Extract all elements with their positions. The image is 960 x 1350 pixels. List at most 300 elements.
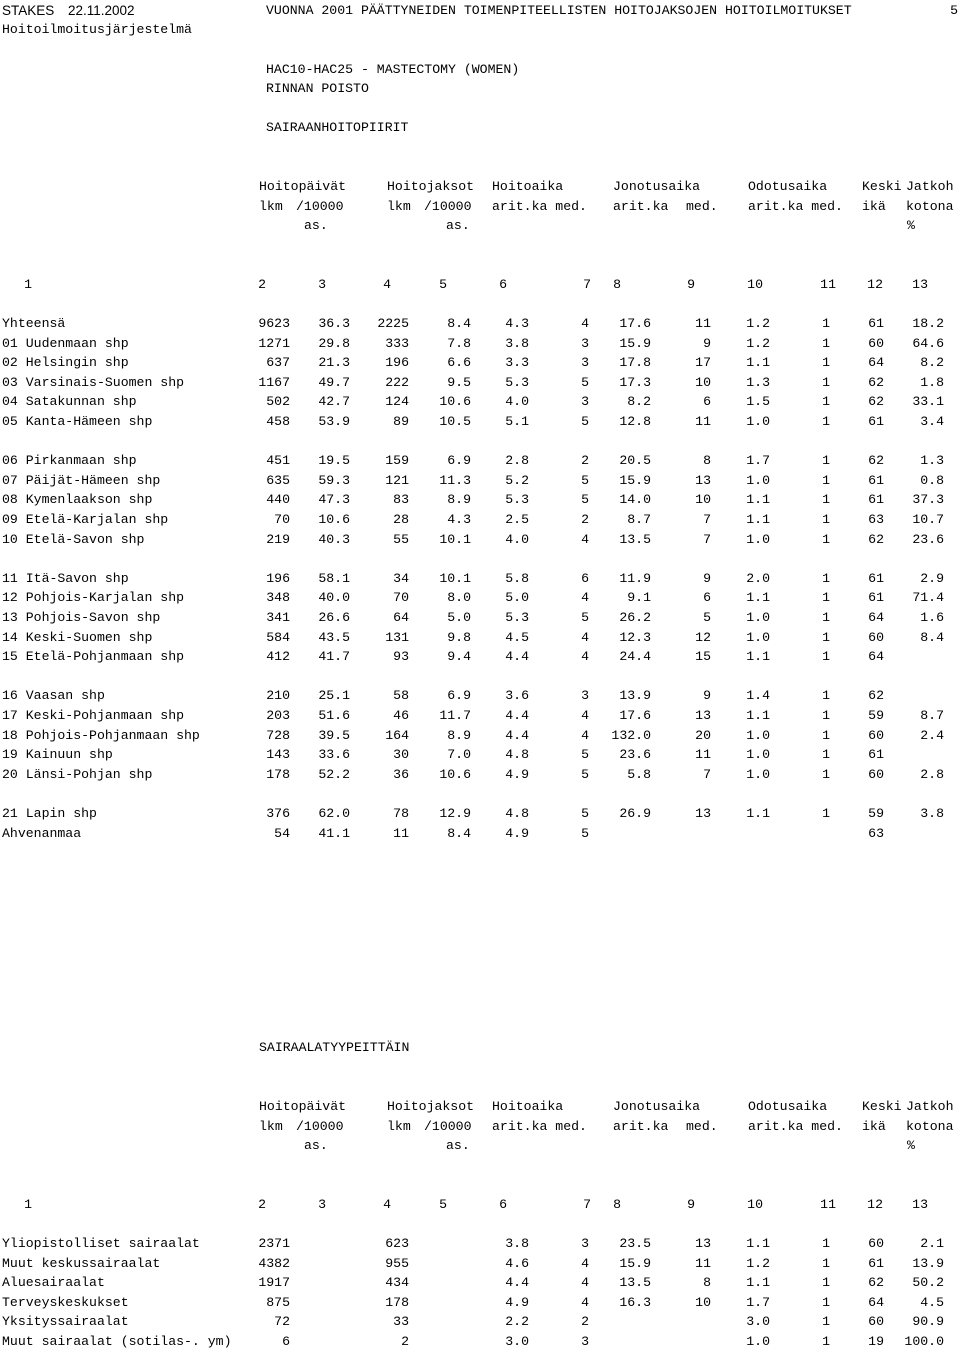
col-number: 8: [613, 277, 621, 292]
row-value: 3.6: [505, 688, 529, 704]
row-value: 875: [266, 1294, 290, 1310]
col-number: 5: [439, 277, 447, 292]
row-value: 62: [868, 688, 884, 704]
row-value: 3: [581, 1236, 589, 1251]
org-name: STAKES: [2, 3, 55, 18]
row-value: 62: [868, 531, 884, 547]
row-value: 20.5: [619, 453, 651, 469]
col-header-hoitojaksot: Hoitojaksot: [387, 179, 475, 194]
row-label: 10 Etelä-Savon shp: [2, 531, 145, 547]
row-value: 3: [581, 335, 589, 351]
row-value: 1: [822, 590, 830, 606]
row-value: 4: [581, 1275, 589, 1291]
row-value: 13.5: [619, 531, 651, 547]
row-value: 41.7: [318, 649, 350, 665]
col-number: 13: [912, 1197, 928, 1212]
col-header-od: arit.ka med.: [748, 198, 843, 214]
row-value: 64: [393, 610, 409, 625]
row-value: 15.9: [619, 1255, 651, 1271]
row-value: 143: [266, 747, 290, 763]
row-label: 06 Pirkanmaan shp: [2, 453, 137, 469]
row-value: 26.9: [619, 806, 651, 821]
row-value: 1: [822, 512, 830, 527]
row-value: 11: [695, 316, 711, 331]
row-value: 1.0: [746, 472, 770, 488]
section-title-hospital-types: SAIRAALATYYPEITTÄIN: [259, 1040, 410, 1055]
row-value: 61: [868, 414, 884, 429]
row-value: 10: [695, 492, 711, 508]
row-label: 15 Etelä-Pohjanmaan shp: [2, 649, 185, 665]
row-value: 124: [385, 394, 409, 410]
row-value: 28: [393, 512, 409, 527]
row-value: 17.6: [619, 316, 651, 331]
row-value: 10: [695, 374, 711, 390]
row-label: 20 Länsi-Pohjan shp: [2, 766, 153, 782]
row-label: Yksityssairaalat: [2, 1314, 129, 1330]
row-value: 2371: [258, 1236, 290, 1251]
row-value: 60: [868, 335, 884, 351]
col-header-jo_med: med.: [686, 198, 718, 214]
row-value: 61: [868, 472, 884, 488]
row-value: 12.9: [439, 806, 471, 821]
row-value: 93: [393, 649, 409, 665]
col-header-keski: Keski: [862, 179, 902, 194]
row-value: 25.1: [318, 688, 350, 704]
row-value: 89: [393, 414, 409, 429]
row-value: 1.7: [746, 1294, 770, 1310]
row-value: 61: [868, 590, 884, 606]
col-number: 2: [258, 1197, 266, 1212]
row-value: 70: [393, 590, 409, 606]
row-value: 9.5: [447, 374, 471, 390]
row-value: 3.8: [505, 335, 529, 351]
row-value: 623: [385, 1236, 409, 1251]
row-value: 637: [266, 355, 290, 371]
row-value: 219: [266, 531, 290, 547]
row-value: 1.7: [746, 453, 770, 469]
row-value: 10.6: [439, 394, 471, 410]
row-value: 11: [695, 414, 711, 429]
col-header-ha: arit.ka med.: [492, 1118, 587, 1134]
row-value: 1.0: [746, 414, 770, 429]
row-value: 1.1: [746, 512, 770, 527]
row-value: 10.5: [439, 414, 471, 429]
row-value: 90.9: [912, 1314, 944, 1330]
report-title: VUONNA 2001 PÄÄTTYNEIDEN TOIMENPITEELLISTEN HOITOJAKSOJEN HOITOILMOITUKSET: [266, 3, 852, 18]
col-number: 11: [820, 1197, 836, 1212]
row-value: 203: [266, 708, 290, 723]
row-value: 4.0: [505, 394, 529, 410]
row-value: 62: [868, 374, 884, 390]
row-value: 5: [581, 374, 589, 390]
row-value: 33: [393, 1314, 409, 1330]
row-value: 100.0: [904, 1334, 944, 1349]
row-value: 61: [868, 492, 884, 508]
row-value: 61: [868, 1255, 884, 1271]
row-value: 64.6: [912, 335, 944, 351]
row-value: 1.1: [746, 355, 770, 371]
row-value: 16.3: [619, 1294, 651, 1310]
col-number: 4: [383, 1197, 391, 1212]
col-header-hp_as: as.: [304, 218, 328, 234]
row-label: 11 Itä-Savon shp: [2, 570, 129, 586]
row-value: 4: [581, 649, 589, 665]
row-value: 1: [822, 708, 830, 723]
row-value: 36: [393, 766, 409, 782]
row-value: 64: [868, 649, 884, 665]
row-value: 1.0: [746, 766, 770, 782]
row-value: 46: [393, 708, 409, 723]
row-value: 4.3: [505, 316, 529, 331]
row-value: 7: [703, 531, 711, 547]
row-label: Ahvenanmaa: [2, 825, 82, 841]
col-header-hp_lkm: lkm: [259, 198, 283, 214]
row-value: 5.2: [505, 472, 529, 488]
row-value: 1.3: [746, 374, 770, 390]
row-value: 1: [822, 492, 830, 508]
row-value: 59: [868, 708, 884, 723]
row-value: 4.9: [505, 1294, 529, 1310]
row-value: 1.3: [920, 453, 944, 469]
row-value: 4.5: [505, 629, 529, 645]
row-value: 60: [868, 727, 884, 743]
row-value: 2.5: [505, 512, 529, 527]
col-number: 6: [499, 277, 507, 292]
col-header-kotona: kotona: [906, 198, 954, 214]
row-value: 4.3: [447, 512, 471, 527]
row-value: 5.8: [505, 570, 529, 586]
row-label: 02 Helsingin shp: [2, 355, 129, 371]
row-value: 1: [822, 1334, 830, 1349]
row-value: 64: [868, 355, 884, 371]
row-value: 4: [581, 727, 589, 743]
row-value: 2: [401, 1334, 409, 1349]
row-value: 19.5: [318, 453, 350, 469]
row-value: 11.3: [439, 472, 471, 488]
row-value: 5: [581, 492, 589, 508]
row-value: 1.1: [746, 1236, 770, 1251]
row-value: 6.9: [447, 453, 471, 469]
row-value: 40.0: [318, 590, 350, 606]
procedure-code: HAC10-HAC25 - MASTECTOMY (WOMEN): [266, 62, 520, 77]
row-value: 1.1: [746, 806, 770, 821]
row-value: 12.3: [619, 629, 651, 645]
row-label: 04 Satakunnan shp: [2, 394, 137, 410]
procedure-name: RINNAN POISTO: [266, 81, 369, 96]
row-value: 15: [695, 649, 711, 665]
row-value: 5: [581, 414, 589, 429]
row-value: 15.9: [619, 335, 651, 351]
col-header-hoitopaivat: Hoitopäivät: [259, 179, 347, 194]
col-number: 7: [583, 1197, 591, 1212]
row-value: 1: [822, 570, 830, 586]
col-number: 5: [439, 1197, 447, 1212]
row-value: 1.0: [746, 1334, 770, 1349]
row-value: 5: [581, 747, 589, 763]
row-value: 4.8: [505, 806, 529, 821]
row-value: 728: [266, 727, 290, 743]
row-value: 33.6: [318, 747, 350, 763]
col-header-hj_as: as.: [446, 1138, 470, 1154]
row-label: 14 Keski-Suomen shp: [2, 629, 153, 645]
row-value: 9.4: [447, 649, 471, 665]
row-value: 1: [822, 1294, 830, 1310]
row-value: 451: [266, 453, 290, 469]
row-value: 63: [868, 512, 884, 527]
row-value: 1: [822, 1314, 830, 1330]
row-value: 4.5: [920, 1294, 944, 1310]
row-value: 9: [703, 335, 711, 351]
col-header-hoitoaika: Hoitoaika: [492, 1099, 564, 1114]
row-value: 26.2: [619, 610, 651, 625]
col-number: 10: [747, 1197, 763, 1212]
col-header-kotona: kotona: [906, 1118, 954, 1134]
row-value: 52.2: [318, 766, 350, 782]
row-value: 3.3: [505, 355, 529, 371]
row-value: 4.4: [505, 1275, 529, 1291]
row-value: 13: [695, 708, 711, 723]
col-header-hj_lkm: lkm: [387, 198, 411, 214]
row-value: 7.8: [447, 335, 471, 351]
row-value: 4: [581, 1255, 589, 1271]
row-value: 1167: [258, 374, 290, 390]
row-value: 8: [703, 453, 711, 469]
row-value: 5: [581, 766, 589, 782]
row-value: 196: [385, 355, 409, 371]
row-value: 1: [822, 1236, 830, 1251]
col-header-hp_per: /10000: [296, 1118, 344, 1134]
row-value: 0.8: [920, 472, 944, 488]
row-value: 1: [822, 394, 830, 410]
row-value: 131: [385, 629, 409, 645]
row-value: 4: [581, 629, 589, 645]
row-value: 3.8: [505, 1236, 529, 1251]
row-label: 05 Kanta-Hämeen shp: [2, 414, 153, 429]
col-header-hj_lkm: lkm: [387, 1118, 411, 1134]
row-value: 14.0: [619, 492, 651, 508]
row-value: 54: [274, 825, 290, 841]
row-value: 4: [581, 1294, 589, 1310]
row-value: 8.7: [920, 708, 944, 723]
row-value: 2.1: [920, 1236, 944, 1251]
row-value: 37.3: [912, 492, 944, 508]
row-value: 2: [581, 453, 589, 469]
row-value: 1.0: [746, 531, 770, 547]
row-value: 164: [385, 727, 409, 743]
row-label: 01 Uudenmaan shp: [2, 335, 129, 351]
row-value: 584: [266, 629, 290, 645]
col-number: 3: [318, 277, 326, 292]
row-value: 9: [703, 570, 711, 586]
row-value: 3: [581, 394, 589, 410]
row-value: 341: [266, 610, 290, 625]
row-value: 4.4: [505, 649, 529, 665]
row-label: 03 Varsinais-Suomen shp: [2, 374, 185, 390]
row-value: 2: [581, 1314, 589, 1330]
row-label: Yliopistolliset sairaalat: [2, 1236, 200, 1251]
row-label: 18 Pohjois-Pohjanmaan shp: [2, 727, 200, 743]
row-label: Muut keskussairaalat: [2, 1255, 161, 1271]
row-value: 1: [822, 472, 830, 488]
row-value: 13.9: [619, 688, 651, 704]
row-value: 60: [868, 766, 884, 782]
row-value: 60: [868, 1236, 884, 1251]
row-value: 1: [822, 414, 830, 429]
row-value: 71.4: [912, 590, 944, 606]
row-value: 5.1: [505, 414, 529, 429]
row-value: 333: [385, 335, 409, 351]
col-number: 13: [912, 277, 928, 292]
row-value: 1: [822, 649, 830, 665]
row-value: 63: [868, 825, 884, 841]
row-value: 11.9: [619, 570, 651, 586]
row-value: 17.8: [619, 355, 651, 371]
row-value: 3: [581, 688, 589, 704]
row-value: 58.1: [318, 570, 350, 586]
col-number: 4: [383, 277, 391, 292]
row-value: 58: [393, 688, 409, 704]
row-value: 1: [822, 766, 830, 782]
col-number: 1: [24, 1197, 32, 1212]
row-value: 8.4: [447, 825, 471, 841]
col-header-hp_per: /10000: [296, 198, 344, 214]
col-number: 11: [820, 277, 836, 292]
row-value: 3: [581, 1334, 589, 1349]
row-value: 1271: [258, 335, 290, 351]
row-value: 6: [581, 570, 589, 586]
row-label: Muut sairaalat (sotilas-. ym): [2, 1334, 232, 1349]
row-value: 23.6: [912, 531, 944, 547]
row-value: 60: [868, 629, 884, 645]
row-value: 13.9: [912, 1255, 944, 1271]
col-header-hoitojaksot: Hoitojaksot: [387, 1099, 475, 1114]
row-label: 21 Lapin shp: [2, 806, 97, 821]
col-number: 7: [583, 277, 591, 292]
row-value: 10.6: [439, 766, 471, 782]
row-value: 1.1: [746, 1275, 770, 1291]
row-value: 1: [822, 1275, 830, 1291]
row-value: 43.5: [318, 629, 350, 645]
row-value: 5.0: [505, 590, 529, 606]
col-number: 6: [499, 1197, 507, 1212]
row-value: 53.9: [318, 414, 350, 429]
row-value: 9: [703, 688, 711, 704]
row-value: 59: [868, 806, 884, 821]
row-value: 1.1: [746, 590, 770, 606]
row-label: 13 Pohjois-Savon shp: [2, 610, 161, 625]
row-value: 8.9: [447, 492, 471, 508]
row-value: 196: [266, 570, 290, 586]
col-header-ha: arit.ka med.: [492, 198, 587, 214]
row-value: 348: [266, 590, 290, 606]
system-name: Hoitoilmoitusjärjestelmä: [2, 22, 192, 37]
row-value: 42.7: [318, 394, 350, 410]
row-value: 159: [385, 453, 409, 469]
row-value: 18.2: [912, 316, 944, 331]
col-header-jonotusaika: Jonotusaika: [613, 1099, 701, 1114]
row-label: Aluesairaalat: [2, 1275, 105, 1291]
row-value: 635: [266, 472, 290, 488]
row-value: 1.2: [746, 316, 770, 331]
row-value: 1: [822, 453, 830, 469]
row-value: 62: [868, 453, 884, 469]
col-header-jatkoh: Jatkoh: [906, 179, 954, 194]
row-value: 4: [581, 531, 589, 547]
row-value: 11.7: [439, 708, 471, 723]
row-value: 15.9: [619, 472, 651, 488]
row-value: 17.6: [619, 708, 651, 723]
row-value: 4: [581, 316, 589, 331]
row-value: 4.4: [505, 727, 529, 743]
row-value: 9623: [258, 316, 290, 331]
row-value: 62: [868, 1275, 884, 1291]
row-value: 178: [266, 766, 290, 782]
row-value: 6.6: [447, 355, 471, 371]
row-value: 4.9: [505, 825, 529, 841]
row-value: 11: [695, 747, 711, 763]
col-header-jonotusaika: Jonotusaika: [613, 179, 701, 194]
row-value: 1.0: [746, 610, 770, 625]
row-value: 12: [695, 629, 711, 645]
row-value: 8.7: [627, 512, 651, 527]
row-value: 1: [822, 610, 830, 625]
report-date: 22.11.2002: [68, 3, 135, 18]
row-value: 17.3: [619, 374, 651, 390]
row-value: 1917: [258, 1275, 290, 1291]
row-value: 62: [868, 394, 884, 410]
row-value: 4: [581, 590, 589, 606]
col-number: 9: [687, 277, 695, 292]
row-value: 1.0: [746, 629, 770, 645]
col-header-keski: Keski: [862, 1099, 902, 1114]
col-header-hj_per: /10000: [424, 1118, 472, 1134]
row-value: 62.0: [318, 806, 350, 821]
row-value: 7: [703, 766, 711, 782]
row-value: 1.2: [746, 335, 770, 351]
row-value: 10.1: [439, 531, 471, 547]
row-value: 1: [822, 335, 830, 351]
row-value: 70: [274, 512, 290, 527]
row-value: 3: [581, 355, 589, 371]
col-header-jo_arit: arit.ka: [613, 1118, 669, 1134]
row-value: 21.3: [318, 355, 350, 371]
col-number: 12: [867, 277, 883, 292]
row-value: 11: [695, 1255, 711, 1271]
row-value: 8.0: [447, 590, 471, 606]
row-value: 5.3: [505, 610, 529, 625]
row-value: 2.8: [505, 453, 529, 469]
row-value: 8.9: [447, 727, 471, 743]
row-value: 1.0: [746, 747, 770, 763]
row-value: 1: [822, 747, 830, 763]
row-value: 376: [266, 806, 290, 821]
col-number: 10: [747, 277, 763, 292]
row-value: 5.3: [505, 374, 529, 390]
row-value: 4.8: [505, 747, 529, 763]
row-value: 8.2: [627, 394, 651, 410]
row-value: 1.5: [746, 394, 770, 410]
row-value: 5.0: [447, 610, 471, 625]
row-value: 24.4: [619, 649, 651, 665]
row-value: 60: [868, 1314, 884, 1330]
row-value: 1: [822, 374, 830, 390]
row-value: 29.8: [318, 335, 350, 351]
row-value: 1: [822, 806, 830, 821]
row-value: 3.0: [746, 1314, 770, 1330]
row-value: 5: [581, 806, 589, 821]
col-header-odotusaika: Odotusaika: [748, 1099, 828, 1114]
row-label: 09 Etelä-Karjalan shp: [2, 512, 169, 527]
